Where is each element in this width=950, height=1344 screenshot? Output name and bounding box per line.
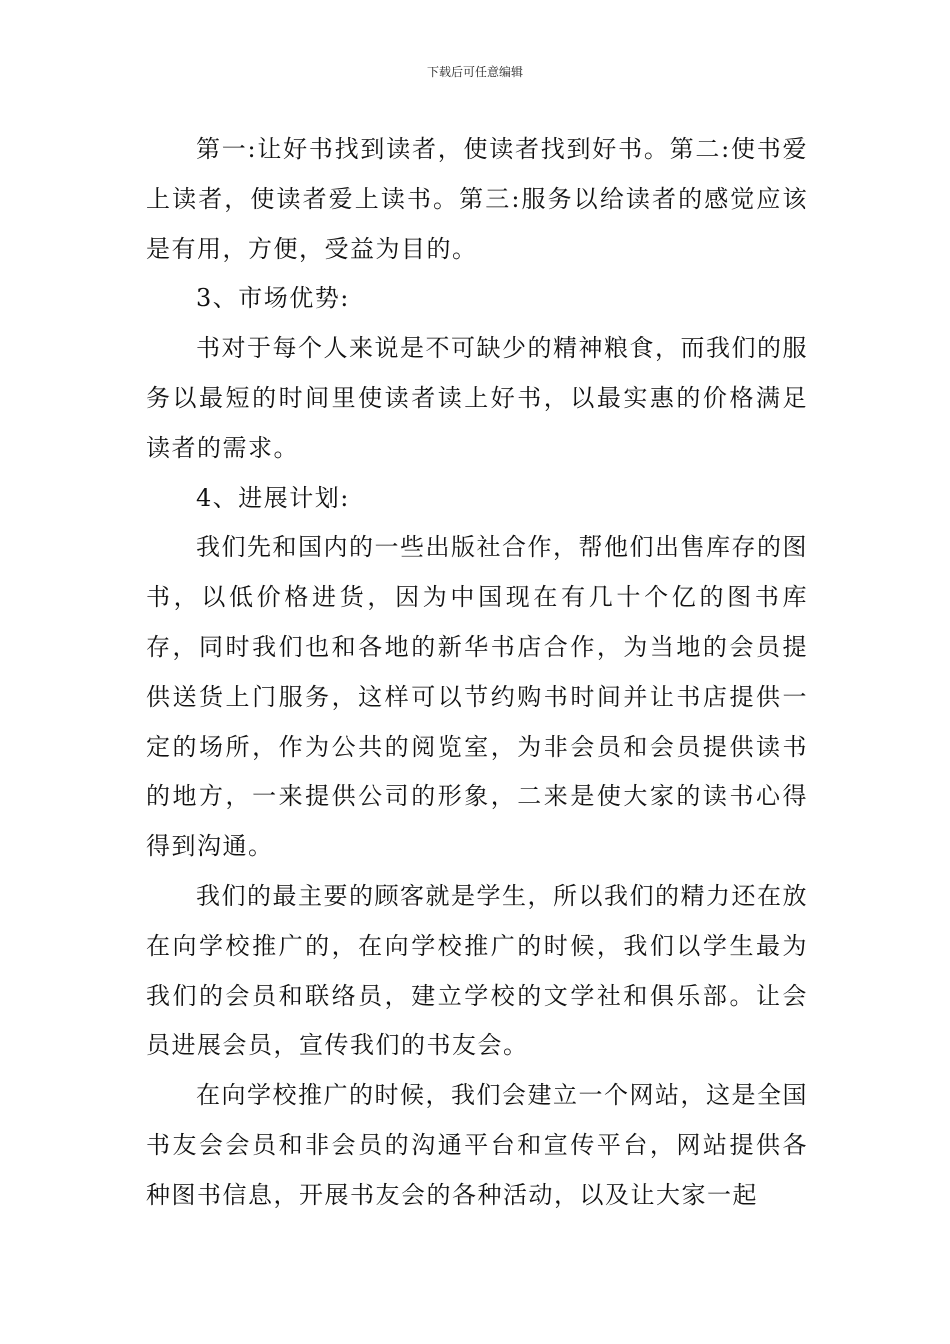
document-body (146, 125, 808, 1221)
paragraph-student-customers: 我们的最主要的顾客就是学生，所以我们的精力还在放在向学校推广的，在向学校推广的时候，我们以学生最为我们的会员和联络员，建立学校的文学社和俱乐部。让会员进展会员，宣传我们的书友会。 (146, 881, 808, 1060)
paragraph-service-goals: 第一:让好书找到读者，使读者找到好书。第二:使书爱上读者，使读者爱上读书。第三:服务以给读者的感觉应该是有用，方便，受益为目的。 (146, 135, 808, 263)
paragraph-market-advantage: 书对于每个人来说是不可缺少的精神粮食，而我们的服务以最短的时间里使读者读上好书，以最实惠的价格满足读者的需求。 (146, 334, 808, 462)
section-heading-market-advantage: 3、市场优势: (196, 284, 350, 313)
paragraph-website-plan: 在向学校推广的时候，我们会建立一个网站，这是全国书友会会员和非会员的沟通平台和宣传平台，网站提供各种图书信息，开展书友会的各种活动，以及让大家一起 (146, 1081, 808, 1209)
page-header: 下载后可任意编辑 (426, 65, 523, 79)
section-heading-progress-plan: 4、进展计划: (196, 483, 350, 512)
paragraph-publisher-cooperation: 我们先和国内的一些出版社合作，帮他们出售库存的图书，以低价格进货，因为中国现在有几十个亿的图书库存，同时我们也和各地的新华书店合作，为当地的会员提供送货上门服务，这样可以节约购书时间并让书店提供一定的场所，作为公共的阅览室，为非会员和会员提供读书的地方，一来提供公司的形象，二来是使大家的读书心得得到沟通。 (146, 533, 808, 861)
